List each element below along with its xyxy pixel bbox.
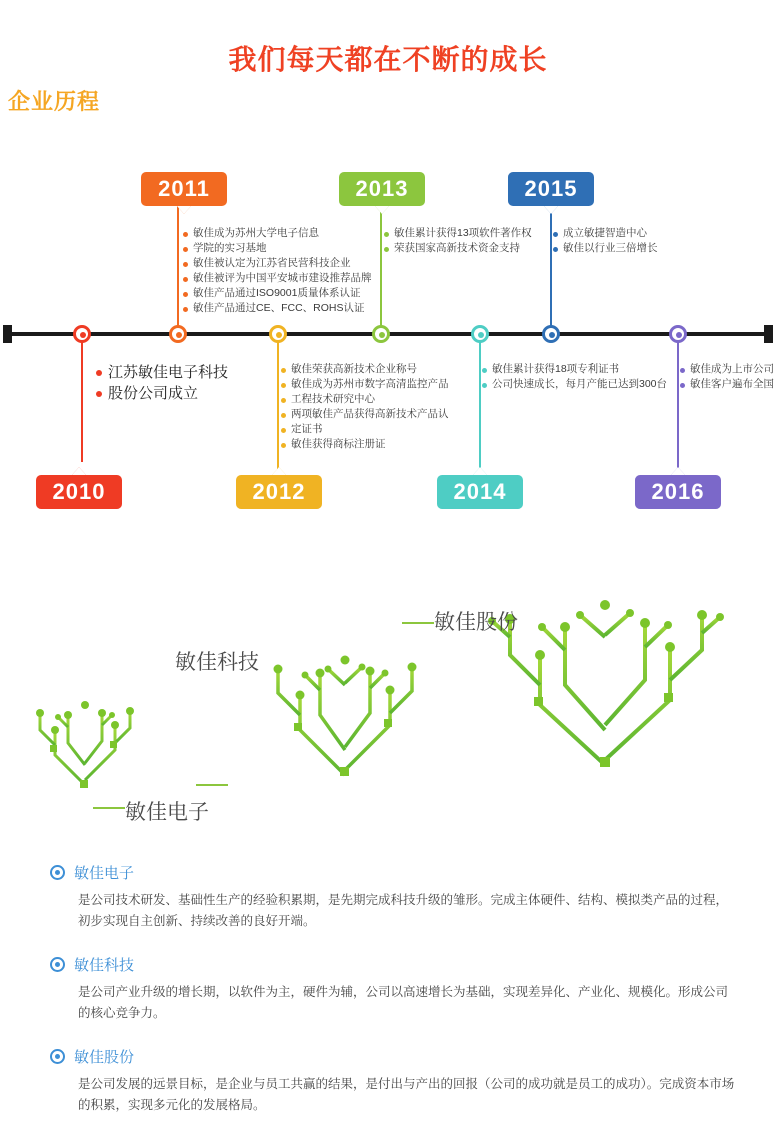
event-bullet-icon <box>384 232 389 237</box>
timeline-node[interactable] <box>471 325 489 343</box>
timeline-year-arrow <box>375 206 389 214</box>
list-item <box>0 954 776 1024</box>
timeline-node-dot <box>549 332 555 338</box>
timeline-axis-cap-right <box>764 325 773 343</box>
timeline-event-line: 敏佳荣获高新技术企业称号 <box>281 362 449 377</box>
event-bullet-icon <box>281 428 286 433</box>
timeline-events-2010 <box>96 362 228 404</box>
timeline-year-arrow <box>177 206 191 214</box>
timeline-event-line: 两项敏佳产品获得高新技术产品认 <box>281 407 449 422</box>
timeline-events-2013 <box>384 226 532 256</box>
event-bullet-icon <box>553 247 558 252</box>
timeline-event-line: 敏佳被评为中国平安城市建设推荐品牌 <box>183 271 372 286</box>
event-bullet-icon <box>183 247 188 252</box>
tree-label-shares: 敏佳股份 <box>434 610 518 634</box>
timeline-events-2015 <box>553 226 658 256</box>
list-item <box>0 862 776 932</box>
timeline-year-arrow <box>272 467 286 475</box>
event-bullet-icon <box>680 383 685 388</box>
timeline-node[interactable] <box>269 325 287 343</box>
timeline-node-dot <box>379 332 385 338</box>
event-bullet-icon <box>183 262 188 267</box>
timeline-node-dot <box>478 332 484 338</box>
list-item-text: 是公司产业升级的增长期，以软件为主，硬件为辅，公司以高速增长为基础，实现差异化、产业化、规模化。形成公司的核心竞争力。 <box>78 985 729 1020</box>
timeline-year-arrow <box>72 467 86 475</box>
event-bullet-icon <box>482 383 487 388</box>
timeline-year-arrow <box>544 206 558 214</box>
timeline-event-line: 敏佳客户遍布全国 <box>680 377 774 392</box>
event-bullet-icon <box>96 391 102 397</box>
timeline-axis-cap-left <box>3 325 12 343</box>
timeline-node[interactable] <box>372 325 390 343</box>
timeline-year-2012[interactable]: 2012 <box>236 475 322 509</box>
event-bullet-icon <box>281 398 286 403</box>
timeline-events-2011 <box>183 226 372 316</box>
event-bullet-icon <box>482 368 487 373</box>
timeline-node-dot <box>676 332 682 338</box>
timeline-event-line: 敏佳成为苏州市数字高清监控产品 <box>281 377 449 392</box>
timeline-connector <box>277 342 279 470</box>
timeline-year-2014[interactable]: 2014 <box>437 475 523 509</box>
circuit-trees-graphic <box>0 565 776 865</box>
timeline-connector <box>380 206 382 334</box>
event-bullet-icon <box>183 292 188 297</box>
timeline-year-2015[interactable]: 2015 <box>508 172 594 206</box>
timeline-event-line: 敏佳累计获得18项专利证书 <box>482 362 667 377</box>
timeline-event-line: 敏佳获得商标注册证 <box>281 437 449 452</box>
bullet-ring-icon <box>50 957 65 972</box>
list-item-text: 是公司技术研发、基础性生产的经验积累期，是先期完成科技升级的雏形。完成主体硬件、结构、模拟类产品的过程，初步实现自主创新、持续改善的良好开端。 <box>78 893 729 928</box>
list-item-title: 敏佳科技 <box>74 957 135 974</box>
timeline-year-2013[interactable]: 2013 <box>339 172 425 206</box>
timeline-event-line: 敏佳被认定为江苏省民营科技企业 <box>183 256 372 271</box>
timeline-year-arrow <box>671 467 685 475</box>
timeline-event-line: 敏佳以行业三倍增长 <box>553 241 658 256</box>
bullet-ring-icon <box>50 1049 65 1064</box>
event-bullet-icon <box>183 277 188 282</box>
bullet-ring-icon <box>50 865 65 880</box>
event-bullet-icon <box>96 370 102 376</box>
timeline-event-line: 公司快速成长，每月产能已达到300台 <box>482 377 667 392</box>
timeline <box>0 150 776 530</box>
timeline-event-line: 学院的实习基地 <box>183 241 372 256</box>
list-item-title: 敏佳股份 <box>74 1049 135 1066</box>
event-bullet-icon <box>183 307 188 312</box>
list-item <box>0 1046 776 1116</box>
timeline-node[interactable] <box>669 325 687 343</box>
section-title: 企业历程 <box>8 89 101 114</box>
timeline-event-line: 敏佳成为苏州大学电子信息 <box>183 226 372 241</box>
timeline-node[interactable] <box>169 325 187 343</box>
event-bullet-icon <box>281 443 286 448</box>
timeline-year-2010[interactable]: 2010 <box>36 475 122 509</box>
timeline-event-line: 成立敏捷智造中心 <box>553 226 658 241</box>
tree-label-electronics: 敏佳电子 <box>125 800 209 824</box>
timeline-year-2016[interactable]: 2016 <box>635 475 721 509</box>
event-bullet-icon <box>553 232 558 237</box>
timeline-year-arrow <box>473 467 487 475</box>
timeline-node-dot <box>276 332 282 338</box>
tree-illustration <box>0 565 776 865</box>
timeline-connector <box>479 342 481 470</box>
timeline-event-line: 江苏敏佳电子科技 <box>96 362 228 383</box>
timeline-events-2012 <box>281 362 449 452</box>
timeline-events-2016 <box>680 362 774 392</box>
page-title: 我们每天都在不断的成长 <box>228 44 548 75</box>
timeline-node[interactable] <box>542 325 560 343</box>
timeline-event-line: 敏佳成为上市公司 <box>680 362 774 377</box>
description-list <box>0 862 776 1138</box>
timeline-event-line: 敏佳累计获得13项软件著作权 <box>384 226 532 241</box>
tree-label-technology: 敏佳科技 <box>175 650 259 674</box>
list-item-text: 是公司发展的远景目标，是企业与员工共赢的结果，是付出与产出的回报（公司的成功就是员工的成功）。完成资本市场的积累，实现多元化的发展格局。 <box>78 1077 735 1112</box>
event-bullet-icon <box>281 383 286 388</box>
timeline-event-line: 工程技术研究中心 <box>281 392 449 407</box>
timeline-event-line: 定证书 <box>281 422 449 437</box>
timeline-node-dot <box>176 332 182 338</box>
timeline-node-dot <box>80 332 86 338</box>
timeline-node[interactable] <box>73 325 91 343</box>
timeline-events-2014 <box>482 362 667 392</box>
timeline-connector <box>550 206 552 334</box>
event-bullet-icon <box>384 247 389 252</box>
timeline-event-line: 敏佳产品通过ISO9001质量体系认证 <box>183 286 372 301</box>
timeline-year-2011[interactable]: 2011 <box>141 172 227 206</box>
timeline-connector <box>177 206 179 334</box>
timeline-event-line: 荣获国家高新技术资金支持 <box>384 241 532 256</box>
timeline-event-line: 敏佳产品通过CE、FCC、ROHS认证 <box>183 301 372 316</box>
event-bullet-icon <box>281 413 286 418</box>
list-item-title: 敏佳电子 <box>74 865 135 882</box>
timeline-connector <box>677 342 679 470</box>
event-bullet-icon <box>680 368 685 373</box>
timeline-connector <box>81 342 83 462</box>
event-bullet-icon <box>281 368 286 373</box>
event-bullet-icon <box>183 232 188 237</box>
timeline-event-line: 股份公司成立 <box>96 383 228 404</box>
